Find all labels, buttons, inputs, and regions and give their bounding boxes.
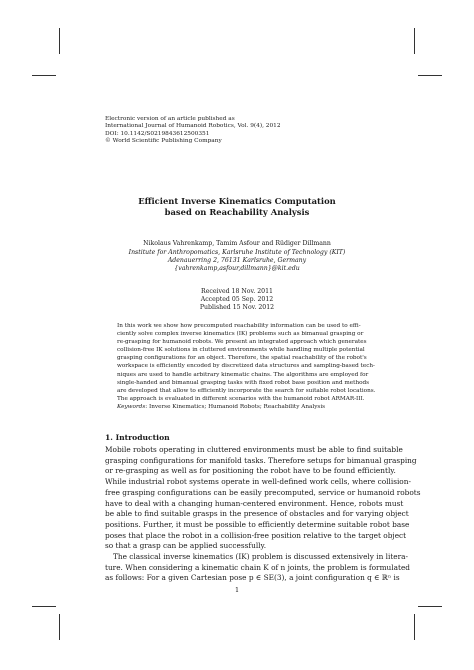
publication-note [105,116,385,145]
crop-mark [59,28,60,54]
paper-title [0,196,474,218]
crop-mark [59,614,60,640]
abstract-line: workspace is efficiently encoded by discretized data structures and sampling-based tech- [117,363,375,370]
affiliation-line: Institute for Anthropomatics, Karlsruhe Institute of Technology (KIT) [128,249,346,256]
body-line: as follows: For a given Cartesian pose p ∈ SE(3), a joint configuration q ∈ ℝⁿ is [105,573,400,583]
body-line: have to deal with a changing human-centered environment. Hence, robots must [105,498,404,508]
keywords-label: Keywords [117,404,146,410]
keywords-text: : Inverse Kinematics; Humanoid Robots; Reachability Analysis [145,404,326,410]
publication-note-line: Electronic version of an article published as [105,116,235,122]
author-email: {vahrenkamp,asfour,dillmann}@kit.edu [174,265,300,273]
paper-title-line: based on Reachability Analysis [164,207,310,217]
section-heading: 1. Introduction [105,433,170,442]
publication-dates [0,288,474,312]
body-line: be able to find suitable grasps in the presence of obstacles and for varying object [105,509,409,519]
abstract-line: The approach is evaluated in different scenarios with the humanoid robot ARMAR-III. [117,395,365,402]
publication-note-line: International Journal of Humanoid Robotics, Vol. 9(4), 2012 [105,123,281,130]
body-line: ture. When considering a kinematic chain K of n joints, the problem is formulated [105,562,410,572]
body-line: grasping configurations for manifold tasks. Therefore setups for bimanual grasping [105,455,417,465]
body-line: poses that place the robot in a collision-free position relative to the target object [105,530,407,540]
crop-mark [418,606,442,607]
publication-note-line: © World Scientific Publishing Company [105,137,222,144]
keywords [117,403,357,411]
crop-mark [414,614,415,640]
body-line: The classical inverse kinematics (IK) problem is discussed extensively in litera- [113,552,409,562]
abstract-line: re-grasping for humanoid robots. We present an integrated approach which generates [117,339,367,346]
author-list: Nikolaus Vahrenkamp, Tamim Asfour and Rüdiger Dillmann [143,240,331,247]
affiliation [0,249,474,274]
page-number: 1 [234,586,240,594]
body-line: free grasping configurations can be easily precomputed, service or humanoid robots [105,487,421,497]
abstract-line: collision-free IK solutions in cluttered environments while handling multiple potential [117,347,365,354]
abstract-line: niques are used to handle arbitrary kinematic chains. The algorithms are employed for [117,371,369,378]
body-line: Mobile robots operating in cluttered environments must be able to find suitable [105,445,403,454]
crop-mark [32,75,56,76]
body-line: While industrial robot systems operate in well-defined work cells, where collision- [105,477,411,487]
crop-mark [414,28,415,54]
abstract-line: ciently solve complex inverse kinematics (IK) problems such as bimanual grasping or [117,331,364,338]
body-text [105,445,421,584]
body-line: so that a grasp can be applied successfully. [105,541,267,551]
affiliation-line: Adenauerring 2, 76131 Karlsruhe, Germany [167,257,307,265]
accepted-date: Accepted 05 Sep. 2012 [200,296,274,303]
abstract-line: In this work we show how precomputed reachability information can be used to effi- [117,323,361,329]
crop-mark [32,606,56,607]
paper-title-line: Efficient Inverse Kinematics Computation [138,196,336,206]
abstract-line: single-handed and bimanual grasping tasks with fixed robot base position and methods [117,379,370,386]
body-line: positions. Further, it must be possible to efficiently determine suitable robot base [105,519,410,529]
abstract-line: grasping configurations for an object. Therefore, the spatial reachability of the robot's [117,355,367,362]
abstract-line: are developed that allow to efficiently incorporate the search for suitable robot locations. [117,387,376,394]
received-date: Received 18 Nov. 2011 [201,288,273,295]
publication-note-line: DOI: 10.1142/S0219843612500351 [105,130,210,137]
body-line: or re-grasping as well as for positioning the robot have to be found efficiently. [105,466,396,476]
published-date: Published 15 Nov. 2012 [199,304,275,311]
abstract [117,322,376,403]
crop-mark [418,75,442,76]
